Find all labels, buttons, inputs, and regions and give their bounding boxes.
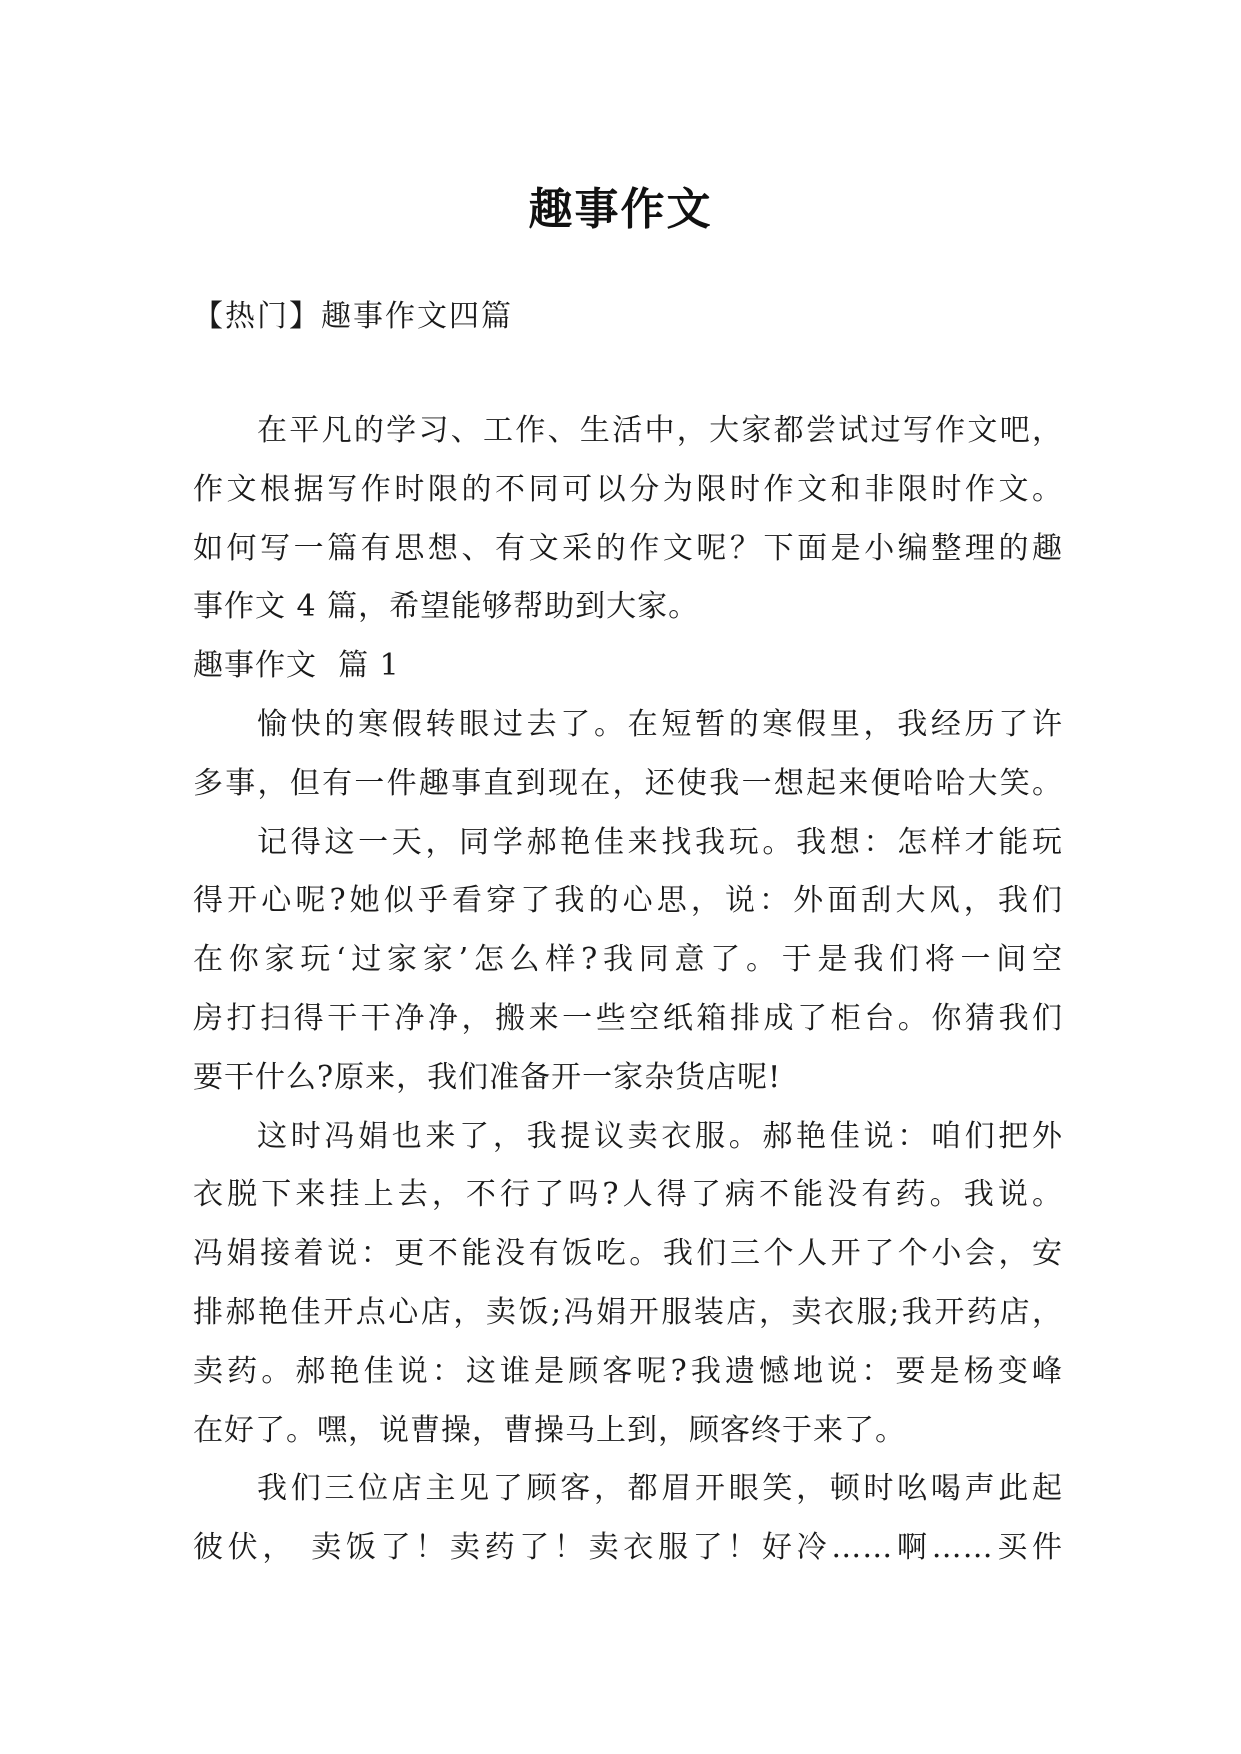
text-line: 得开心呢?她似乎看穿了我的心思，说：外面刮大风，我们 (193, 883, 1063, 919)
text-line: 冯娟接着说：更不能没有饭吃。我们三个人开了个小会，安 (193, 1236, 1063, 1272)
story-paragraph (193, 1460, 1063, 1578)
text-line: 要干什么?原来，我们准备开一家杂货店呢! (193, 1059, 782, 1095)
text-line: 我们三位店主见了顾客，都眉开眼笑，顿时吆喝声此起 (257, 1471, 1063, 1507)
text-line: 房打扫得干干净净，搬来一些空纸箱排成了柜台。你猜我们 (193, 1000, 1063, 1036)
document-subtitle: 【热门】趣事作文四篇 (193, 299, 513, 334)
document-body (193, 402, 1063, 1578)
text-line: 作文根据写作时限的不同可以分为限时作文和非限时作文。 (193, 471, 1063, 507)
text-line: 彼伏， 卖饭了！卖药了！卖衣服了！好冷……啊……买件 (193, 1530, 1063, 1566)
page-title: 趣事作文 (528, 184, 713, 236)
text-line: 卖药。郝艳佳说：这谁是顾客呢?我遗憾地说：要是杨变峰 (193, 1353, 1063, 1389)
text-line: 如何写一篇有思想、有文采的作文呢？下面是小编整理的趣 (193, 530, 1063, 566)
story-paragraph (193, 1108, 1063, 1461)
text-line: 多事，但有一件趣事直到现在，还使我一想起来便哈哈大笑。 (193, 765, 1063, 801)
story-paragraph (193, 696, 1063, 814)
text-line: 这时冯娟也来了，我提议卖衣服。郝艳佳说：咱们把外 (257, 1118, 1063, 1154)
text-line: 在你家玩‘过家家’怎么样?我同意了。于是我们将一间空 (193, 942, 1063, 978)
text-line: 事作文 4 篇，希望能够帮助到大家。 (193, 589, 700, 625)
text-line: 衣脱下来挂上去，不行了吗?人得了病不能没有药。我说。 (193, 1177, 1063, 1213)
text-line: 在好了。嘿，说曹操，曹操马上到，顾客终于来了。 (193, 1412, 906, 1448)
text-line: 愉快的寒假转眼过去了。在短暂的寒假里，我经历了许 (257, 706, 1063, 742)
section-heading: 趣事作文 篇 1 (193, 648, 400, 684)
story-paragraph (193, 814, 1063, 1108)
text-line: 排郝艳佳开点心店，卖饭;冯娟开服装店，卖衣服;我开药店， (193, 1294, 1063, 1330)
intro-paragraph (193, 402, 1063, 637)
text-line: 记得这一天，同学郝艳佳来找我玩。我想：怎样才能玩 (257, 824, 1063, 860)
text-line: 在平凡的学习、工作、生活中，大家都尝试过写作文吧， (257, 413, 1063, 448)
